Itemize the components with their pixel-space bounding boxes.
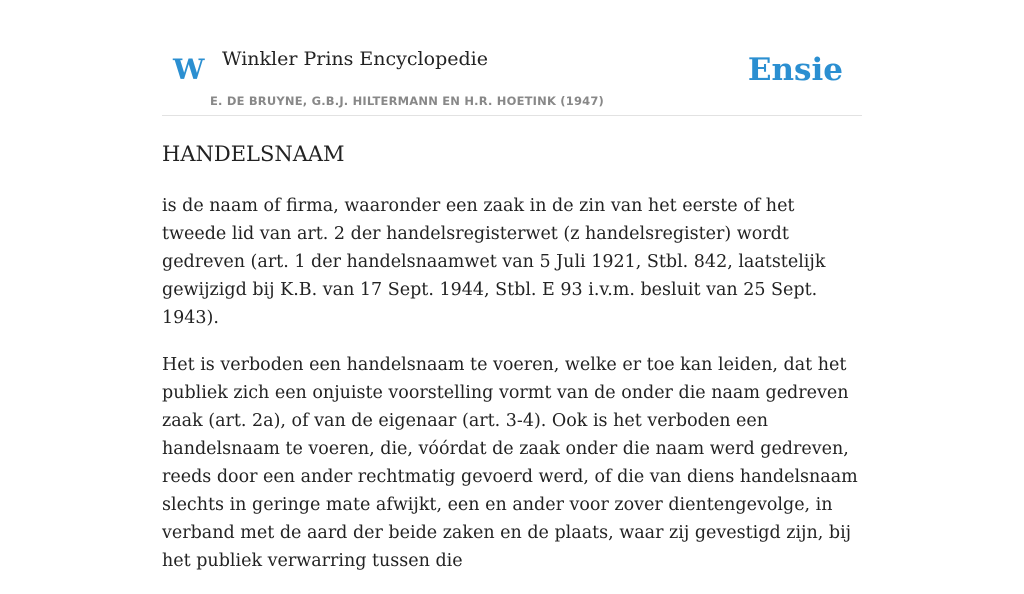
article-headword: HANDELSNAAM (162, 142, 345, 166)
winkler-prins-logo[interactable]: W (173, 53, 205, 86)
article-paragraph-1: is de naam of firma, waaronder een zaak in de zin van het eerste of het tweede lid van art. 2 der handelsregisterwet (z handelsregister) wordt gedreven (art. 1 der handelsnaamwet van 5 Juli 1921, Stbl. 842, laatstelijk gewijzigd bij K.B. van 17 Sept. 1944, Stbl. E 93 i.v.m. besluit van 25 Sept. 1943). (162, 196, 826, 328)
article-body (162, 192, 862, 594)
article-paragraph-2: Het is verboden een handelsnaam te voeren, welke er toe kan leiden, dat het publiek zich een onjuiste voorstelling vormt van de onder die naam gedreven zaak (art. 2a), of van de eigenaar (art. 3-4). Ook is het verboden een handelsnaam te voeren, die, vóórdat de zaak onder die naam werd gedreven, reeds door een ander rechtmatig gevoerd werd, of die van diens handelsnaam slechts in geringe mate afwijkt, een en ander voor zover dientengevolge, in verband met de aard der beide zaken en de plaats, waar zij gevestigd zijn, bij het publiek verwarring tussen die (162, 355, 858, 571)
ensie-logo[interactable]: Ensie (747, 52, 843, 88)
source-title[interactable]: Winkler Prins Encyclopedie (222, 48, 488, 70)
source-authors: E. DE BRUYNE, G.B.J. HILTERMANN EN H.R. HOETINK (1947) (210, 94, 605, 108)
header-divider (162, 115, 862, 116)
